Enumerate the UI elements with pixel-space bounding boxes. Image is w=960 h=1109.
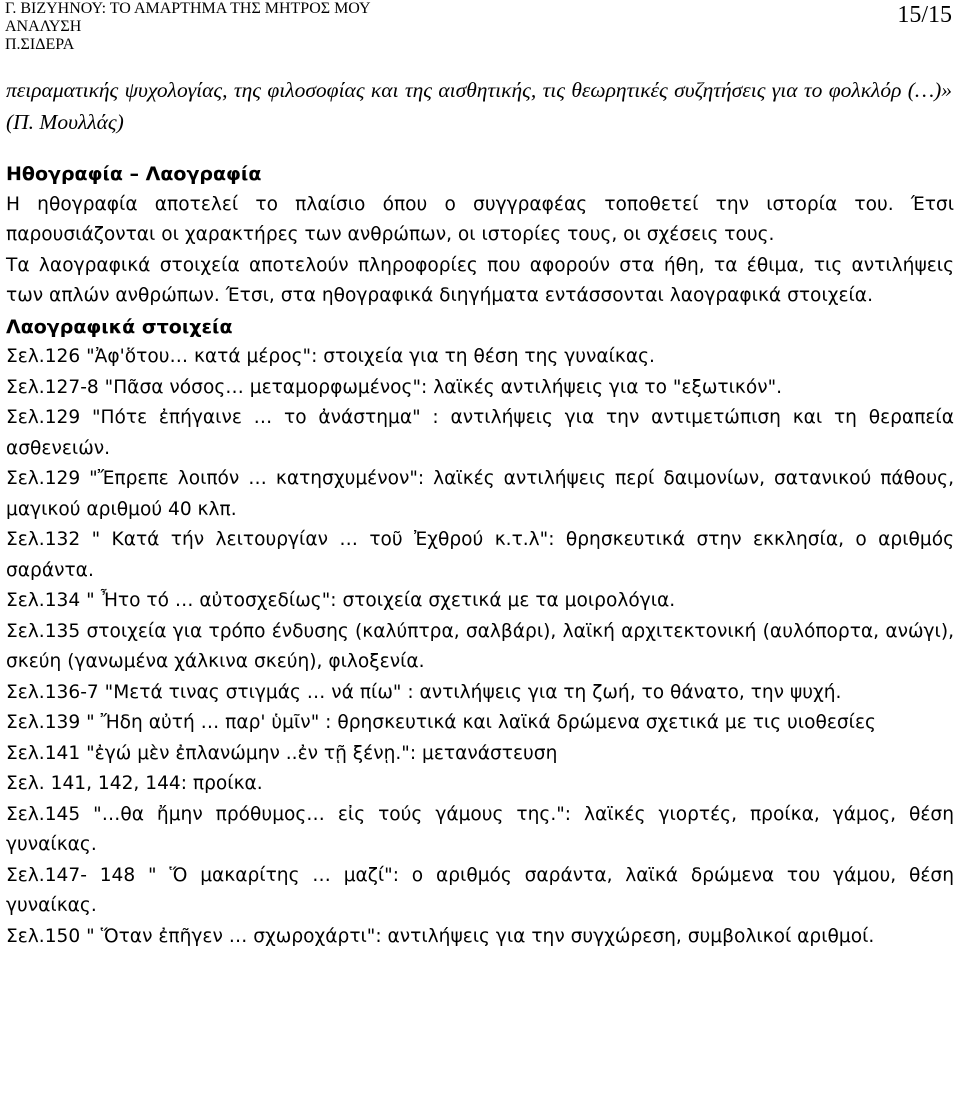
entry-129a: Σελ.129 "Πότε ἐπήγαινε … το ἀνάστημα" : αντιλήψεις για την αντιμετώπιση και τη θεραπεία ασθενειών. <box>6 407 954 459</box>
header-subtitle: ΑΝΑΛΥΣΗ <box>5 18 82 35</box>
section-heading-ethography: Ηθογραφία – Λαογραφία <box>6 163 262 185</box>
entry-141: Σελ.141 "ἐγώ μὲν ἐπλανώμην ..ἐν τῇ ξένῃ.": μετανάστευση <box>6 742 558 764</box>
entry-127-8: Σελ.127-8 "Πᾶσα νόσος… μεταμορφωμένος": λαϊκές αντιλήψεις για το "εξωτικόν". <box>6 376 783 398</box>
paragraph-folklore: Τα λαογραφικά στοιχεία αποτελούν πληροφορίες που αφορούν στα ήθη, τα έθιμα, τις αντιλήψεις των απλών ανθρώπων. Έτσι, στα ηθογραφικά διηγήματα εντάσσονται λαογραφικά στοιχεία. <box>6 254 954 306</box>
intro-quote: πειραματικής ψυχολογίας, της φιλοσοφίας και της αισθητικής, τις θεωρητικές συζητήσεις για το φολκλόρ (…)» (Π. Μουλλάς) <box>6 78 952 134</box>
entry-145: Σελ.145 "…θα ἤμην πρόθυμος… εἰς τούς γάμους της.": λαϊκές γιορτές, προίκα, γάμος, θέση γυναίκας. <box>6 803 954 855</box>
paragraph-ethography: Η ηθογραφία αποτελεί το πλαίσιο όπου ο συγγραφέας τοποθετεί την ιστορία του. Έτσι παρουσιάζονται οι χαρακτήρες των ανθρώπων, οι ιστορίες τους, οι σχέσεις τους. <box>6 193 954 245</box>
document-body <box>6 159 954 952</box>
entry-129b: Σελ.129 "Ἔπρεπε λοιπόν … κατησχυμένον": λαϊκές αντιλήψεις περί δαιμονίων, σατανικού πάθους, μαγικού αριθμού 40 κλπ. <box>6 468 954 520</box>
entry-150: Σελ.150 " Ὅταν ἐπῆγεν … σχωροχάρτι": αντιλήψεις για την συγχώρεση, συμβολικοί αριθμοί. <box>6 925 875 947</box>
header-author: Π.ΣΙΔΕΡΑ <box>5 36 75 53</box>
entry-132: Σελ.132 " Κατά τήν λειτουργίαν … τοῦ Ἐχθρού κ.τ.λ": θρησκευτικά στην εκκλησία, ο αριθμός σαράντα. <box>6 529 954 581</box>
entry-136-7: Σελ.136-7 "Μετά τινας στιγμάς … νά πίω" : αντιλήψεις για τη ζωή, το θάνατο, την ψυχή. <box>6 681 842 703</box>
header-title: Γ. ΒΙΖΥΗΝΟΥ: ΤΟ ΑΜΑΡΤΗΜΑ ΤΗΣ ΜΗΤΡΟΣ ΜΟΥ <box>5 0 371 17</box>
page-header <box>5 0 371 54</box>
entry-134: Σελ.134 " Ἦτο τό … αὐτοσχεδίως": στοιχεία σχετικά με τα μοιρολόγια. <box>6 590 676 611</box>
entry-147-148: Σελ.147- 148 " Ὅ μακαρίτης … μαζί": ο αριθμός σαράντα, λαϊκά δρώμενα του γάμου, θέση γυναίκας. <box>6 864 954 916</box>
entry-141-142-144: Σελ. 141, 142, 144: προίκα. <box>6 773 263 794</box>
entry-135: Σελ.135 στοιχεία για τρόπο ένδυσης (καλύπτρα, σαλβάρι), λαϊκή αρχιτεκτονική (αυλόπορτα, ανώγι), σκεύη (γανωμένα χάλκινα σκεύη), φιλοξενία. <box>6 620 954 672</box>
section-heading-folklore-elements: Λαογραφικά στοιχεία <box>6 315 233 338</box>
entry-139: Σελ.139 " Ἤδη αὐτή … παρ' ὑμῖν" : θρησκευτικά και λαϊκά δρώμενα σχετικά με τις υιοθεσίες <box>6 712 876 733</box>
entry-126: Σελ.126 "Ἀφ'ὅτου… κατά μέρος": στοιχεία για τη θέση της γυναίκας. <box>6 346 655 367</box>
page-number: 15/15 <box>897 2 952 28</box>
